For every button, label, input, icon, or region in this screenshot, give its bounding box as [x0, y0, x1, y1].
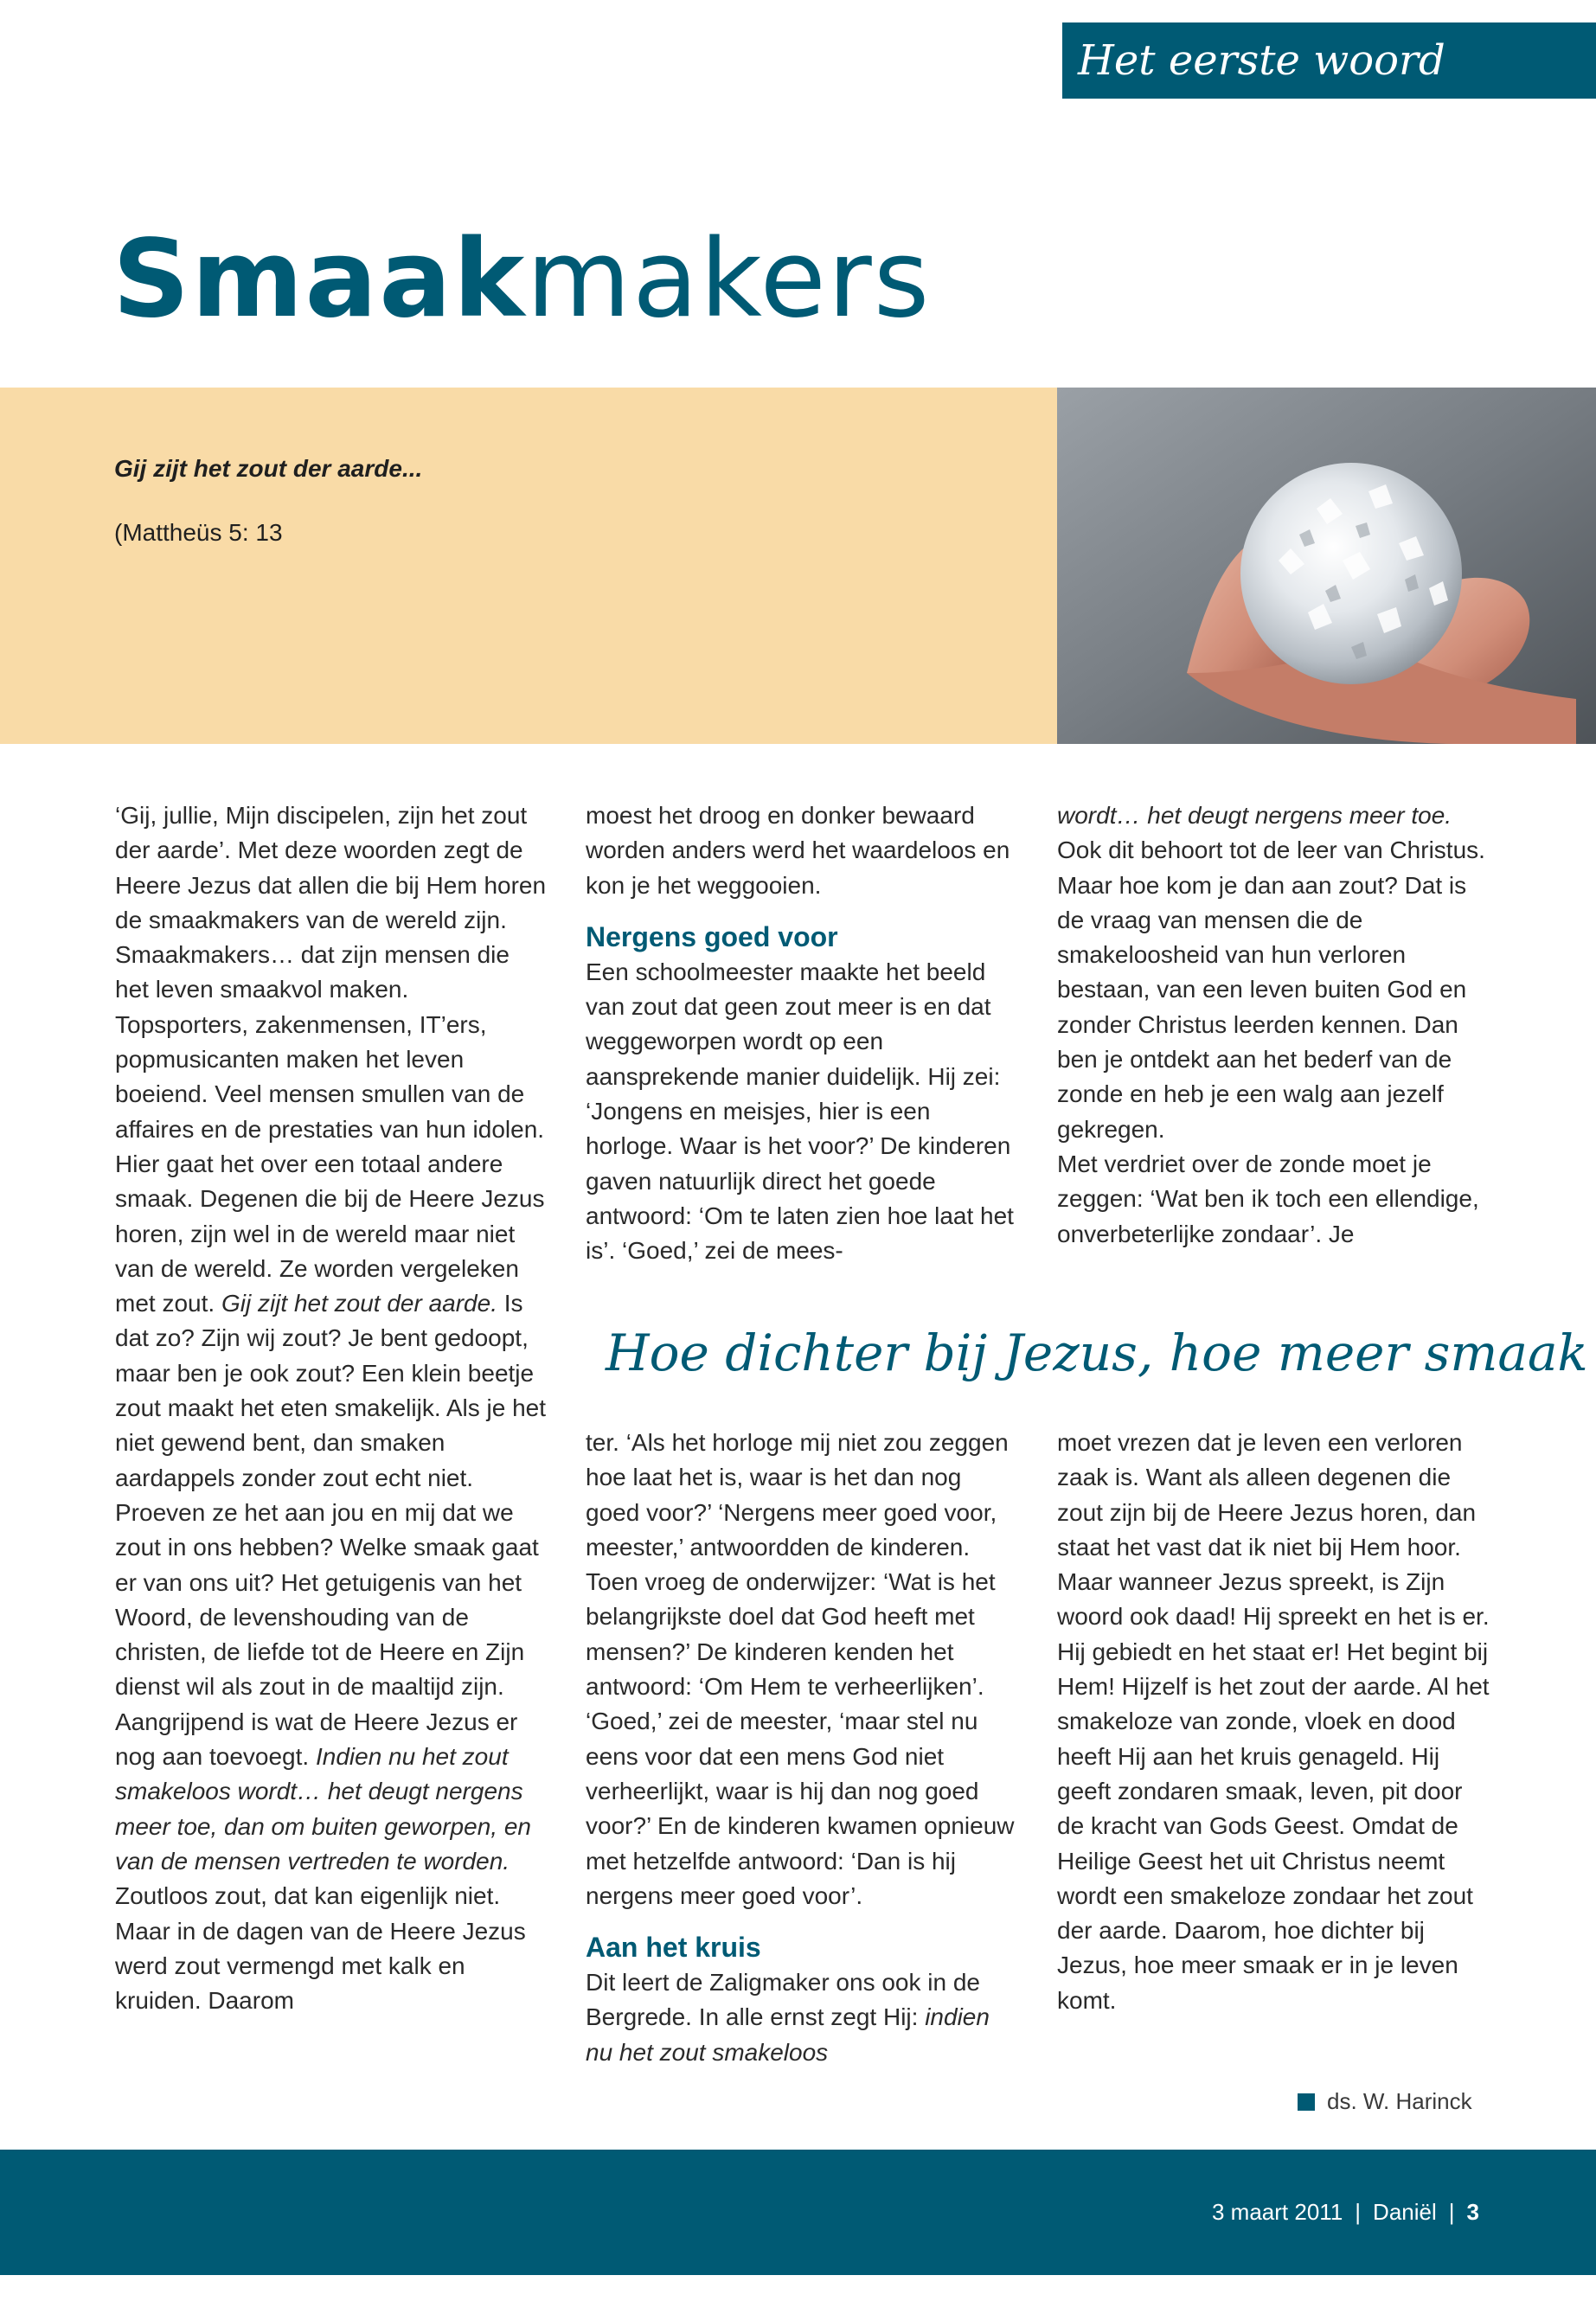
paragraph: ter. ‘Als het horloge mij niet zou zeggen hoe laat het is, waar is het dan nog goed voor?’ ‘Nergens meer goed voor, meester,’ antwoordden de kinderen.	[586, 1429, 1009, 1561]
separator: |	[1355, 2199, 1362, 2225]
text-italic: Gij zijt het zout der aarde.	[221, 1290, 497, 1317]
square-bullet-icon	[1298, 2093, 1315, 2111]
column-3-top	[1057, 798, 1494, 1252]
salt-photo	[1057, 388, 1596, 744]
column-2-top	[586, 798, 1018, 1269]
salt-crystal-image	[1057, 388, 1596, 744]
bible-reference: (Mattheüs 5: 13	[114, 519, 283, 546]
author-name: ds. W. Harinck	[1327, 2088, 1472, 2114]
section-label: Het eerste woord	[1062, 22, 1596, 99]
text-run: Zoutloos zout, dat kan eigenlijk niet. Maar in de dagen van de Heere Jezus werd zout vermengd met kalk en kruiden. Daarom	[115, 1882, 526, 2015]
footer-bar	[0, 2150, 1596, 2275]
pull-quote: Hoe dichter bij Jezus, hoe meer smaak	[606, 1324, 1588, 1382]
paragraph: moest het droog en donker bewaard worden anders werd het waardeloos en kon je het weggooien.	[586, 802, 1010, 899]
text-italic: indien nu het zout smakeloos	[586, 2003, 990, 2066]
paragraph	[586, 1965, 1018, 2070]
paragraph	[115, 1705, 548, 2019]
article-title	[112, 215, 931, 344]
subheading: Aan het kruis	[586, 1932, 761, 1964]
page-number: 3	[1466, 2199, 1479, 2225]
paragraph	[1057, 798, 1494, 868]
author-byline	[1298, 2088, 1472, 2115]
footer-info	[1212, 2150, 1479, 2275]
paragraph: Toen vroeg de onderwijzer: ‘Wat is het belangrijkste doel dat God heeft met mensen?’ De kinderen kenden het antwoord: ‘Om Hem te verheerlijken’. ‘Goed,’ zei de meester, ‘maar stel nu eens voor dat een mens God niet verheerlijkt, waar is hij dan nog goed voor?’ En de kinderen kwamen opnieuw met hetzelfde antwoord: ‘Dan is hij nergens meer goed voor’.	[586, 1568, 1015, 1909]
text-run: Is dat zo? Zijn wij zout? Je bent gedoopt, maar ben je ook zout? Een klein beetje zout maakt het eten smakelijk. Als je het niet gewend bent, dan smaken aardappels zonder zout echt niet. Proeven ze het aan jou en mij dat we zout in ons hebben? Welke smaak gaat er van ons uit? Het getuigenis van het Woord, de levenshouding van de christen, de liefde tot de Heere en Zijn dienst wil als zout in de maaltijd zijn.	[115, 1290, 547, 1701]
text-italic: wordt… het deugt nergens meer toe.	[1057, 802, 1452, 829]
paragraph: Een schoolmeester maakte het beeld van zout dat geen zout meer is en dat weggeworpen wordt op een aansprekende manier duidelijk. Hij zei: ‘Jongens en meisjes, hier is een horloge. Waar is het voor?’ De kinderen gaven natuurlijk direct het goede antwoord: ‘Om te laten zien hoe laat het is’. ‘Goed,’ zei de mees-	[586, 958, 1014, 1265]
text-italic: Indien nu het zout smakeloos wordt… het deugt nergens meer toe, dan om buiten geworpen, en van de mensen vertreden te worden.	[115, 1743, 531, 1875]
paragraph: Met verdriet over de zonde moet je zeggen: ‘Wat ben ik toch een ellendige, onverbeterlijke zondaar’. Je	[1057, 1150, 1479, 1247]
text-run: Dit leert de Zaligmaker ons ook in de Bergrede. In alle ernst zegt Hij:	[586, 1969, 980, 2031]
separator: |	[1448, 2199, 1455, 2225]
column-2-bottom	[586, 1426, 1018, 2070]
issue-date: 3 maart 2011	[1212, 2199, 1343, 2225]
subheading: Nergens goed voor	[586, 920, 838, 952]
paragraph	[115, 1147, 548, 1705]
paragraph: Maar wanneer Jezus spreekt, is Zijn woord ook daad! Hij spreekt en het is er. Hij gebiedt en het staat er! Het begint bij Hem! Hijzelf is het zout der aarde. Al het smakeloze van zonde, vloek en dood heeft Hij aan het kruis genageld. Hij geeft zondaren smaak, leven, pit door de kracht van Gods Geest. Omdat de Heilige Geest het uit Christus neemt wordt een smakeloze zondaar het zout der aarde. Daarom, hoe dichter bij Jezus, hoe meer smaak er in je leven komt.	[1057, 1568, 1490, 2014]
bible-quote: Gij zijt het zout der aarde...	[114, 455, 423, 482]
quote-band	[0, 388, 1057, 744]
paragraph: moet vrezen dat je leven een verloren zaak is. Want als alleen degenen die zout zijn bij de Heere Jezus horen, dan staat het vast dat ik niet bij Hem hoor.	[1057, 1429, 1477, 1561]
paragraph: Maar hoe kom je dan aan zout? Dat is de vraag van mensen die de smakeloosheid van hun verloren bestaan, van een leven buiten God en zonder Christus leerden kennen. Dan ben je ontdekt aan het bederf van de zonde en heb je een walg aan jezelf gekregen.	[1057, 871, 1467, 1143]
paragraph: ‘Gij, jullie, Mijn discipelen, zijn het zout der aarde’. Met deze woorden zegt de Heere Jezus dat allen die bij Hem horen de smaakmakers van de wereld zijn. Smaakmakers… dat zijn mensen die het leven smaakvol maken. Topsporters, zakenmensen, IT’ers, popmusicanten maken het leven boeiend. Veel mensen smullen van de affaires en de prestaties van hun idolen.	[115, 802, 547, 1143]
text-run: Ook dit behoort tot de leer van Christus.	[1057, 836, 1485, 864]
text-run: Hier gaat het over een totaal andere smaak. Degenen die bij de Heere Jezus horen, zijn wel in de wereld maar niet van de wereld. Ze worden vergeleken met zout.	[115, 1150, 545, 1317]
column-3-bottom	[1057, 1426, 1494, 2018]
text-run: Aangrijpend is wat de Heere Jezus er nog aan toevoegt.	[115, 1708, 518, 1771]
magazine-name: Daniël	[1373, 2199, 1437, 2225]
title-bold: Smaak	[112, 217, 527, 342]
title-rest: makers	[526, 217, 932, 342]
column-1	[115, 798, 548, 2018]
